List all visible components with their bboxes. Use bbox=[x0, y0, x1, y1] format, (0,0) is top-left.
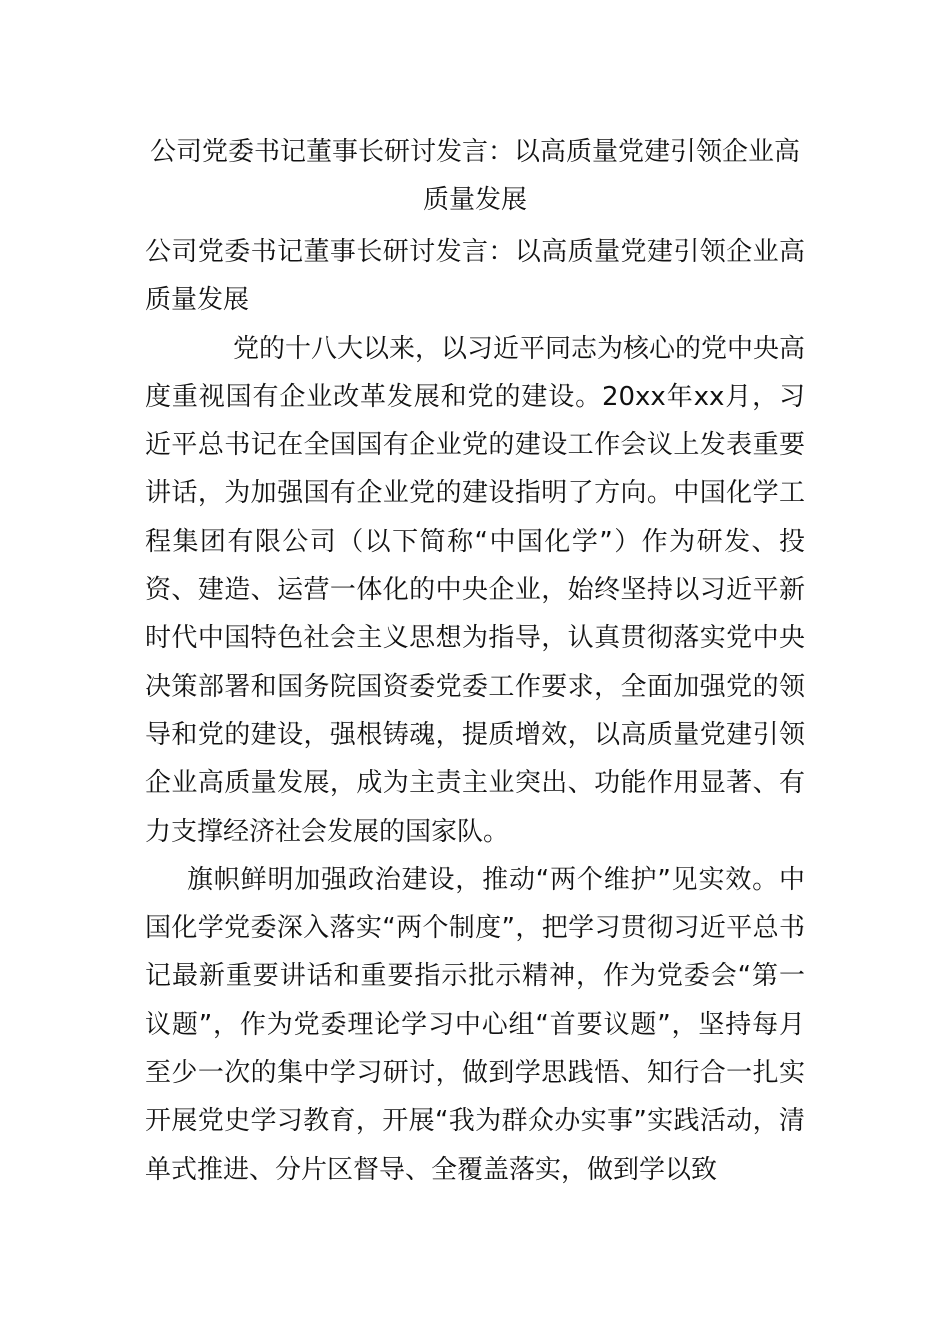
document-title: 公司党委书记董事长研讨发言：以高质量党建引领企业高质量发展 bbox=[149, 137, 800, 215]
body-paragraph-2: 旗帜鲜明加强政治建设，推动“两个维护”见实效。中国化学党委深入落实“两个制度”，把学习贯彻习近平总书记最新重要讲话和重要指示批示精神，作为党委会“第一议题”，作为党委理论学习中心组“首要议题”，坚持每月至少一次的集中学习研讨，做到学思践悟、知行合一扎实开展党史学习教育，开展“我为群众办实事”实践活动，清单式推进、分片区督导、全覆盖落实，做到学以致 bbox=[145, 864, 805, 1185]
subtitle-paragraph: 公司党委书记董事长研讨发言：以高质量党建引领企业高质量发展 bbox=[145, 237, 805, 316]
document-body bbox=[145, 228, 805, 1194]
body-paragraph-1: 党的十八大以来，以习近平同志为核心的党中央高度重视国有企业改革发展和党的建设。20xx年xx月，习近平总书记在全国国有企业党的建设工作会议上发表重要讲话，为加强国有企业党的建设指明了方向。中国化学工程集团有限公司（以下简称“中国化学”）作为研发、投资、建造、运营一体化的中央企业，始终坚持以习近平新时代中国特色社会主义思想为指导，认真贯彻落实党中央决策部署和国务院国资委党委工作要求，全面加强党的领导和党的建设，强根铸魂，提质增效，以高质量党建引领企业高质量发展，成为主责主业突出、功能作用显著、有力支撑经济社会发展的国家队。 bbox=[145, 333, 806, 847]
